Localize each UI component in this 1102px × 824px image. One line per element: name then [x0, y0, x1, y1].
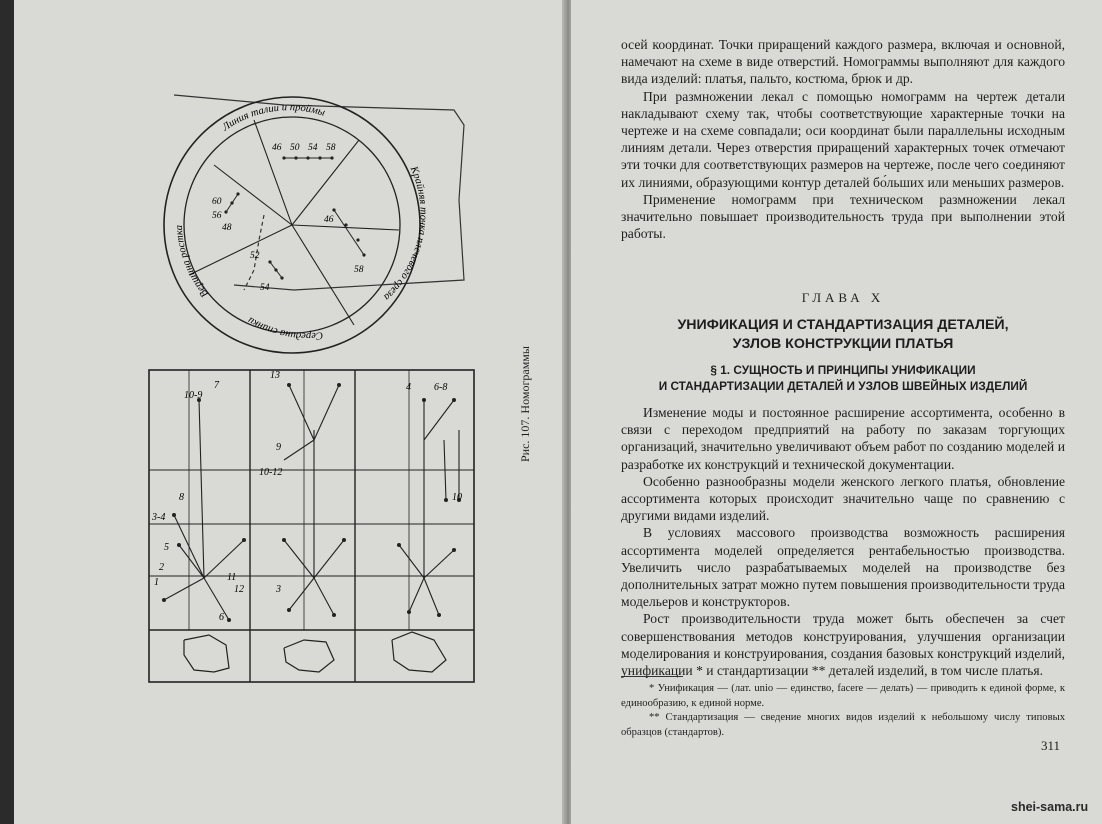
grid-label: 13: [270, 370, 280, 381]
figure-caption: Рис. 107. Номограммы: [518, 346, 532, 462]
chapter-title-line: УЗЛОВ КОНСТРУКЦИИ ПЛАТЬЯ: [732, 336, 954, 352]
grid-label: 2: [159, 562, 164, 573]
size-label: 48: [222, 223, 232, 233]
chapter-label: ГЛАВА X: [801, 290, 885, 305]
paragraph: осей координат. Точки приращений каждого размера, включая и основной, намечают на схеме в виде отверстий. Номограммы выполняют для каждого вида изделий: платья, пальто, костюма, брюк и др.: [621, 37, 1065, 87]
right-page: [571, 0, 1102, 824]
grid-label: 6-8: [434, 382, 448, 393]
grid-nomogram: [149, 370, 474, 682]
grid-label: 6: [219, 612, 224, 623]
grid-label: 10-9: [184, 390, 203, 401]
page-number: 311: [1041, 738, 1061, 753]
grid-spokes: [164, 385, 459, 620]
footnotes: [621, 682, 1065, 740]
grid-label: 8: [179, 492, 184, 503]
grid-labels: [151, 370, 462, 623]
text-block-main: [621, 404, 1065, 679]
paragraph: В условиях массового производства возможность расширения ассортимента моделей определяется рентабельностью производства. Увеличить число разрабатываемых моделей на производстве без дополнительных затрат можно путем повышения производительности труда модельеров и конструкторов.: [621, 525, 1065, 610]
size-label: 58: [354, 265, 364, 275]
size-number-group: [212, 143, 364, 293]
pattern-pieces: [184, 632, 446, 672]
size-label: 58: [326, 143, 336, 153]
size-label: 46: [324, 215, 334, 225]
chapter-title-line: УНИФИКАЦИЯ И СТАНДАРТИЗАЦИЯ ДЕТАЛЕЙ,: [677, 317, 1009, 333]
ring-label-right: Крайняя точка плечевого среза: [381, 164, 429, 303]
ring-label-left: Вершина ростка: [173, 224, 211, 300]
size-label: 46: [272, 143, 282, 153]
paragraph: При размножении лекал с помощью номограмм на чертеж детали накладывают схему так, чтобы соответствующие характерные точки на чертеже и на схеме совпадали; оси координат были параллельны исходным линиям детали. Через отверстия приращений характерных точек отмечают эти точки для соответствующих размеров на чертеже, после чего соединяют их линиями, образующими контур деталей бо́льших или меньших размеров.: [621, 88, 1065, 190]
grid-dots: [162, 383, 461, 622]
size-label: 60: [212, 197, 222, 207]
grid-label: 10: [452, 492, 462, 503]
size-label: 56: [212, 211, 222, 221]
paragraph: Применение номограмм при техническом размножении лекал значительно повышает производительность труда при выполнении этой работы.: [621, 191, 1065, 242]
paragraph: Изменение моды и постоянное расширение ассортимента, особенно в связи с переходом предприятий на работу по заказам торгующих организаций, значительно увеличивают объем работ по созданию моделей и разработке их конструкций и технической документации.: [621, 405, 1065, 472]
grid-label: 11: [227, 572, 237, 583]
ring-label-top: Линия талии и проймы: [220, 102, 327, 134]
grid-label: 12: [234, 584, 244, 595]
grid-label: 4: [406, 382, 411, 393]
section-title-line: И СТАНДАРТИЗАЦИИ ДЕТАЛЕЙ И УЗЛОВ ШВЕЙНЫХ ИЗДЕЛИЙ: [658, 379, 1028, 393]
footnote: ** Стандартизация — сведение многих видов изделий к небольшому числу типовых образцов (стандартов).: [621, 712, 1065, 738]
grid-label: 10-12: [259, 467, 283, 478]
nomogram-circle-figure: [14, 0, 567, 824]
size-label: 52: [250, 251, 260, 261]
footnote: * Унификация — (лат. unio — единство, facere — делать) — приводить к единой форме, к единообразию, к единой норме.: [621, 683, 1065, 709]
size-label: 54: [260, 283, 270, 293]
text-block-top: [621, 36, 1065, 242]
section-title-line: § 1. СУЩНОСТЬ И ПРИНЦИПЫ УНИФИКАЦИИ: [710, 363, 976, 377]
paragraph: Рост производительности труда может быть обеспечен за счет совершенствования методов конструирования, улучшения организации моделирования и конструирования, создания базовых конструкций изделий, унификации * и стандартизации ** деталей изделий, в том числе платья.: [621, 611, 1065, 679]
grid-label: 3-4: [152, 512, 166, 523]
scan-edge: [0, 0, 14, 824]
paragraph: Особенно разнообразны модели женского легкого платья, обновление ассортимента которых происходит значительно чаще по сравнению с другими видами изделий.: [621, 473, 1065, 524]
size-label: 50: [290, 143, 300, 153]
grid-label: 1: [154, 577, 159, 588]
size-label: 54: [308, 143, 318, 153]
grid-label: 5: [164, 542, 169, 553]
chapter-title: [621, 316, 1065, 354]
watermark: shei-sama.ru: [1011, 800, 1089, 814]
footnote-divider: [621, 676, 683, 677]
size-dots: [224, 156, 365, 279]
left-page: [14, 0, 567, 824]
grid-label: 3: [276, 584, 281, 595]
ring-label-bottom: Середина спинки: [246, 314, 324, 342]
grid-label: 9: [276, 442, 281, 453]
grid-label: 7: [214, 380, 219, 391]
section-title: [621, 362, 1065, 394]
